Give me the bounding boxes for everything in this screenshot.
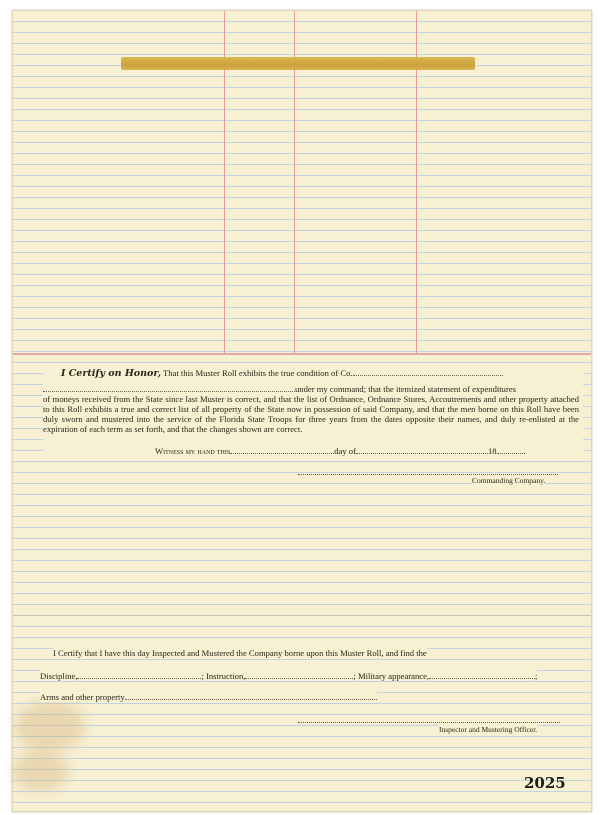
inspection-line2 [40,670,537,681]
witness-label: Witness my hand this [155,446,231,456]
instruction-label: ; Instruction, [201,671,246,681]
inspector-signature-line [298,722,560,723]
fold-line [13,615,591,616]
certify-title: I Certify on Honor, [61,368,162,379]
line-end: ; [535,671,538,681]
discipline-label: Discipline, [40,671,78,681]
year-prefix: 18 [487,446,497,456]
company-name-blank [43,383,295,392]
stain-mark [15,701,85,751]
military-label: ; Military appearance, [353,671,430,681]
stain-mark [13,751,68,791]
witness-line [155,445,575,456]
discipline-blank [77,670,201,679]
commanding-caption: Commanding Company. [472,476,546,485]
arms-label: Arms and other property [40,692,125,702]
stamp-number: 2025 [524,774,566,792]
company-blank [353,367,503,376]
year-blank [497,445,525,454]
red-divider-line [13,353,591,355]
inspector-caption: Inspector and Mustering Officer. [439,725,538,734]
instruction-blank [245,670,353,679]
inspection-line1 [53,648,427,658]
tape-strip [121,57,475,70]
inspection-line3 [40,691,377,702]
month-blank [356,445,488,454]
military-blank [429,670,538,681]
certify-line2: under my command; that the itemized statement of expenditures [295,384,516,394]
certify-body: of moneys received from the State since last Muster is correct, and that the list of Ordnance, Ordnance Stores, Accoutrements and other property attached to this Roll exhibits a true and correct list of all property of the State now in possession of said Company, and that the men borne on this Roll have been duly sworn and mustered into the service of the Florida State Troops for three years from the dates opposite their names, and duly re-enlisted at the expiration of each term as set forth, and that the changes shown are correct. [43,394,579,434]
arms-blank [125,691,377,700]
certify-line1: That this Muster Roll exhibits the true condition of Co. [163,368,353,378]
certificate-section [43,367,583,455]
witness-blank [230,445,334,454]
inspection-text: I Certify that I have this day Inspected and Mustered the Company borne upon this Muster Roll, and find the [53,648,427,658]
commanding-signature-line [298,474,558,475]
muster-roll-sheet [12,10,592,812]
day-of-label: day of [334,446,356,456]
